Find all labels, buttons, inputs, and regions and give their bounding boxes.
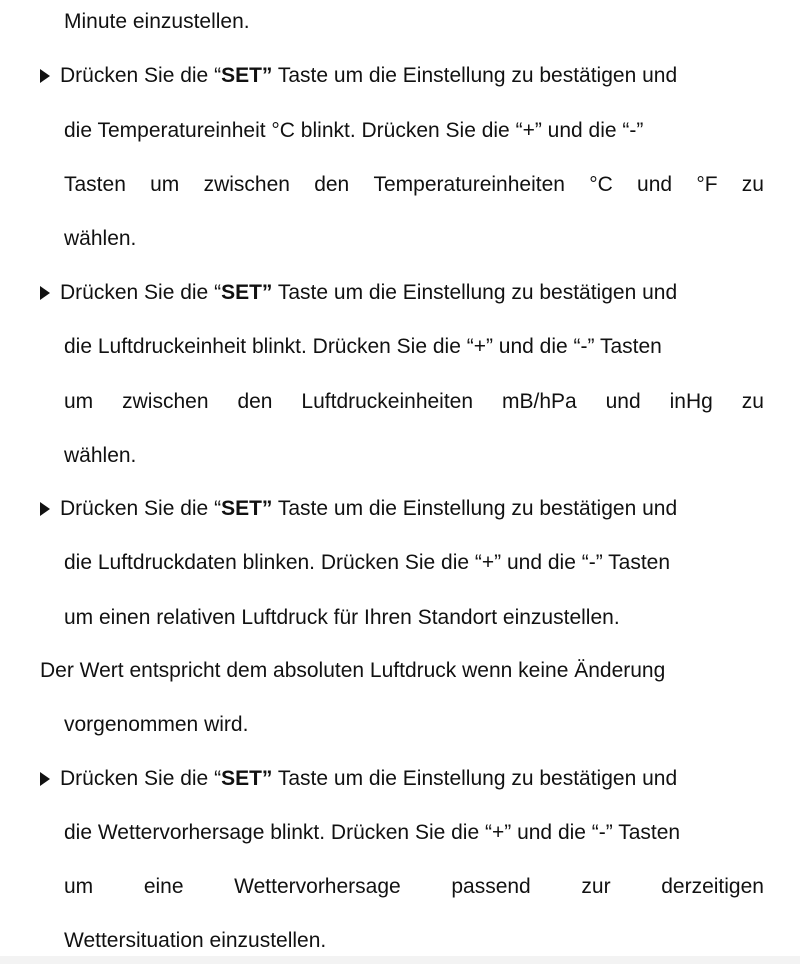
bullet-3-line-1 [60,495,677,523]
text-segment: Taste um die Einstellung zu bestätigen und [272,64,678,87]
set-key-label: SET” [221,64,273,87]
word: inHg [669,390,713,413]
word: °F [696,173,718,196]
set-key-label: SET” [221,497,273,520]
set-key-label: SET” [221,281,273,304]
text-line: Minute einzustellen. [64,10,250,33]
word: zwischen [203,173,290,196]
word: um [64,875,94,898]
word: eine [143,875,184,898]
word: den [237,390,273,413]
word: den [314,173,350,196]
text-segment: Taste um die Einstellung zu bestätigen und [272,497,678,520]
page-bottom-edge [0,956,800,964]
bullet-1-line-2: die Temperatureinheit °C blinkt. Drücken Sie die “+” und die “-” [64,119,644,142]
text-segment: Drücken Sie die “ [60,64,222,87]
text-segment: Taste um die Einstellung zu bestätigen und [272,767,678,790]
word: Temperatureinheiten [373,173,565,196]
triangle-right-icon [40,286,50,300]
bullet-1-line-4: wählen. [64,227,137,250]
word: zu [741,390,764,413]
bullet-2-line-2: die Luftdruckeinheit blinkt. Drücken Sie die “+” und die “-” Tasten [64,335,662,358]
word: mB/hPa [501,390,577,413]
text-segment: Taste um die Einstellung zu bestätigen und [272,281,678,304]
bullet-1-line-3 [64,171,764,199]
text-segment: Drücken Sie die “ [60,767,222,790]
bullet-2-line-4: wählen. [64,444,137,467]
word: zwischen [122,390,209,413]
bullet-1-line-1 [60,62,677,90]
triangle-right-icon [40,772,50,786]
bullet-4-line-3 [64,873,764,901]
word: Tasten [64,173,126,196]
text-segment: Drücken Sie die “ [60,497,222,520]
word: zu [741,173,764,196]
word: und [605,390,641,413]
bullet-3-line-2: die Luftdruckdaten blinken. Drücken Sie die “+” und die “-” Tasten [64,551,671,574]
word: Luftdruckeinheiten [301,390,474,413]
bullet-3-line-3: um einen relativen Luftdruck für Ihren Standort einzustellen. [64,606,620,629]
paragraph-line-1: Der Wert entspricht dem absoluten Luftdruck wenn keine Änderung [40,659,666,682]
word: und [637,173,673,196]
word: um [150,173,180,196]
paragraph-line-2: vorgenommen wird. [64,713,249,736]
text-segment: Drücken Sie die “ [60,281,222,304]
word: °C [589,173,613,196]
word: passend [451,875,531,898]
bullet-4-line-1 [60,765,677,793]
bullet-4-line-4: Wettersituation einzustellen. [64,929,327,952]
bullet-2-line-3 [64,388,764,416]
set-key-label: SET” [221,767,273,790]
word: um [64,390,94,413]
word: derzeitigen [661,875,764,898]
word: zur [581,875,611,898]
word: Wettervorhersage [234,875,401,898]
triangle-right-icon [40,69,50,83]
triangle-right-icon [40,502,50,516]
bullet-4-line-2: die Wettervorhersage blinkt. Drücken Sie die “+” und die “-” Tasten [64,821,681,844]
bullet-2-line-1 [60,279,677,307]
